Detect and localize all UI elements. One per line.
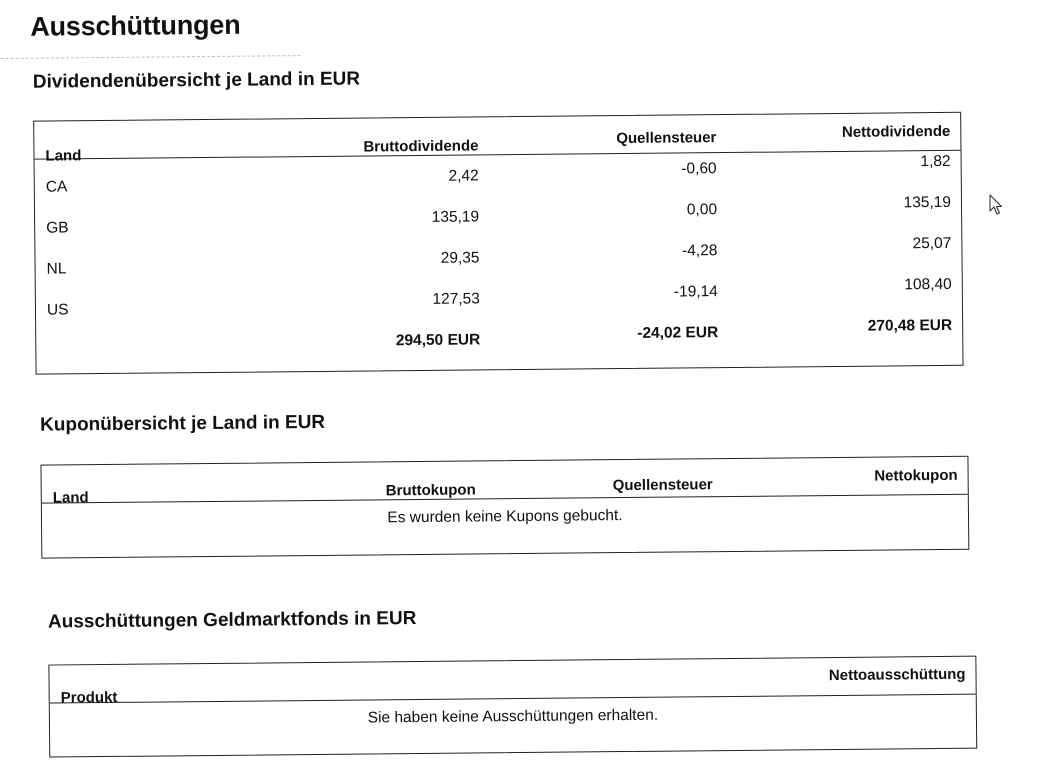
total-row bbox=[36, 315, 962, 365]
cell-land: US bbox=[46, 301, 69, 319]
title-rule bbox=[1, 55, 301, 59]
cell-brutto: 2,42 bbox=[448, 167, 479, 185]
coupons-empty-message: Es wurden keine Kupons gebucht. bbox=[387, 507, 623, 527]
cell-netto: 135,19 bbox=[903, 193, 952, 212]
page-title: Ausschüttungen bbox=[30, 9, 241, 42]
total-brutto: 294,50 EUR bbox=[395, 331, 481, 350]
cell-brutto: 29,35 bbox=[440, 249, 480, 267]
coupons-heading: Kuponübersicht je Land in EUR bbox=[39, 411, 326, 436]
dividends-table bbox=[33, 112, 963, 375]
col-header-quellensteuer: Quellensteuer bbox=[616, 129, 717, 148]
cell-land: NL bbox=[46, 260, 67, 278]
col-header-bruttodividende: Bruttodividende bbox=[363, 137, 479, 156]
col-header-nettodividende: Nettodividende bbox=[841, 122, 951, 141]
cell-quellensteuer: -0,60 bbox=[681, 160, 717, 178]
total-quellensteuer: -24,02 EUR bbox=[637, 324, 719, 342]
col-header-produkt: Produkt bbox=[60, 688, 118, 707]
cell-brutto: 135,19 bbox=[431, 208, 480, 226]
coupons-table bbox=[40, 456, 969, 559]
col-header-quellensteuer: Quellensteuer bbox=[612, 476, 713, 495]
dividends-heading: Dividendenübersicht je Land in EUR bbox=[32, 68, 361, 93]
cell-quellensteuer: -19,14 bbox=[673, 283, 718, 301]
col-header-nettoausschuettung: Nettoausschüttung bbox=[828, 665, 966, 685]
col-header-land: Land bbox=[52, 489, 89, 507]
col-header-land: Land bbox=[45, 147, 82, 165]
col-header-nettokupon: Nettokupon bbox=[874, 466, 958, 485]
cell-netto: 25,07 bbox=[912, 234, 952, 253]
col-header-bruttokupon: Bruttokupon bbox=[385, 481, 476, 500]
money-market-heading: Ausschüttungen Geldmarktfonds in EUR bbox=[47, 608, 417, 633]
cell-brutto: 127,53 bbox=[432, 290, 480, 308]
cell-quellensteuer: 0,00 bbox=[686, 201, 718, 219]
money-market-empty-message: Sie haben keine Ausschüttungen erhalten. bbox=[367, 706, 659, 727]
cell-land: GB bbox=[46, 219, 69, 237]
money-market-table bbox=[48, 656, 977, 758]
cell-quellensteuer: -4,28 bbox=[682, 242, 718, 260]
cell-netto: 1,82 bbox=[920, 152, 951, 171]
mouse-pointer-icon bbox=[989, 194, 1003, 216]
cell-land: CA bbox=[45, 178, 68, 196]
total-netto: 270,48 EUR bbox=[867, 316, 953, 335]
cell-netto: 108,40 bbox=[904, 275, 952, 294]
